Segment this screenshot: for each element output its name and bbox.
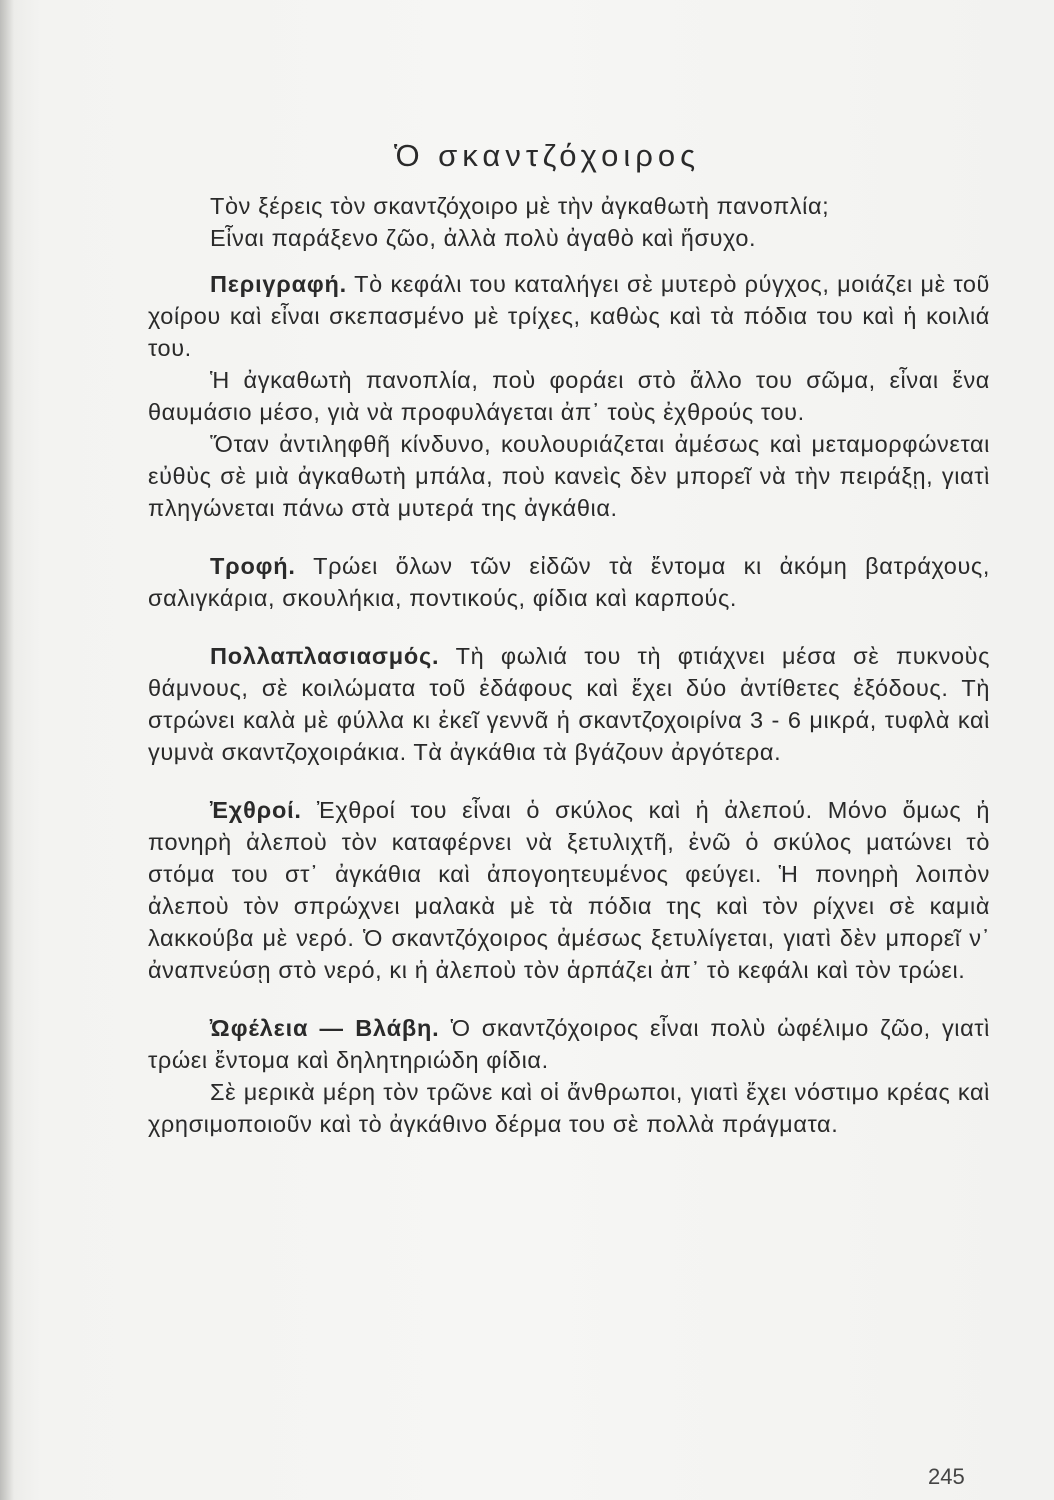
section-heading-reproduction: Πολλαπλασιασμός. [210,643,440,669]
section-heading-food: Τροφή. [210,553,296,579]
section-text-enemies: Ἐχθροί του εἶναι ὁ σκύλος καὶ ἡ ἀλεπού. Μόνο ὅμως ἡ πονηρὴ ἀλεποὺ τὸν καταφέρνει νὰ ξετυλιχτῆ, ἐνῶ ὁ σκύλος ματώνει τὸ στόμα του στ᾿ ἀγκάθια καὶ ἀπογοητευμένος φεύγει. Ἡ πονηρὴ λοιπὸν ἀλεποὺ τὸν σπρώχνει μαλακὰ μὲ τὰ πόδια της καὶ τὸν ρίχνει σὲ καμιὰ λακκούβα μὲ νερό. Ὁ σκαντζόχοιρος ἀμέσως ξετυλίγεται, γιατὶ δὲν μπορεῖ ν᾿ ἀναπνεύσῃ στὸ νερό, κι ἡ ἀλεποὺ τὸν ἁρπάζει ἀπ᾿ τὸ κεφάλι καὶ τὸν τρώει. [148,797,990,983]
section-heading-enemies: Ἐχθροί. [210,797,302,823]
section-text-description: Τὸ κεφάλι του καταλήγει σὲ μυτερὸ ρύγχος, μοιάζει μὲ τοῦ χοίρου καὶ εἶναι σκεπασμένο μὲ τρίχες, καθὼς καὶ τὰ πόδια του καὶ ἡ κοιλιά του. [148,271,990,361]
paragraph-food [148,550,990,614]
section-text-food: Τρώει ὅλων τῶν εἰδῶν τὰ ἔντομα κι ἀκόμη βατράχους, σαλιγκάρια, σκουλήκια, ποντικούς, φίδια καὶ καρπούς. [148,553,990,611]
paragraph-intro-2: Εἶναι παράξενο ζῶο, ἀλλὰ πολὺ ἀγαθὸ καὶ ἥσυχο. [210,225,757,251]
paragraph-intro: Τὸν ξέρεις τὸν σκαντζόχοιρο μὲ τὴν ἀγκαθωτὴ πανοπλία; [210,193,830,219]
paragraph-benefit [148,1012,990,1076]
section-text-benefit: Ὁ σκαντζόχοιρος εἶναι πολὺ ὠφέλιμο ζῶο, γιατὶ τρώει ἔντομα καὶ δηλητηριώδη φίδια. [148,1015,990,1073]
paragraph-enemies [148,794,990,986]
page-number: 245 [928,1464,965,1489]
paragraph-armor: Ἡ ἀγκαθωτὴ πανοπλία, ποὺ φοράει στὸ ἄλλο του σῶμα, εἶναι ἕνα θαυμάσιο μέσο, γιὰ νὰ προφυλάγεται ἀπ᾿ τοὺς ἐχθρούς του. [148,367,990,425]
paragraph-reproduction [148,640,990,768]
paragraph-danger: Ὅταν ἀντιληφθῆ κίνδυνο, κουλουριάζεται ἀμέσως καὶ μεταμορφώνεται εὐθὺς σὲ μιὰ ἀγκαθωτὴ μπάλα, ποὺ κανεὶς δὲν μπορεῖ νὰ τὴν πειράξῃ, γιατὶ πληγώνεται πάνω στὰ μυτερά της ἀγκάθια. [148,431,990,521]
paragraph-uses: Σὲ μερικὰ μέρη τὸν τρῶνε καὶ οἱ ἄνθρωποι, γιατὶ ἔχει νόστιμο κρέας καὶ χρησιμοποιοῦν καὶ τὸ ἀγκάθινο δέρμα του σὲ πολλὰ πράγματα. [148,1079,990,1137]
page-title: Ὁ σκαντζόχοιρος [393,138,701,173]
section-heading-description: Περιγραφή. [210,271,347,297]
page-edge-shadow [0,0,14,1500]
section-heading-benefit: Ὠφέλεια — Βλάβη. [210,1015,440,1041]
paragraph-description [148,268,990,364]
section-text-reproduction: Τὴ φωλιά του τὴ φτιάχνει μέσα σὲ πυκνοὺς θάμνους, σὲ κοιλώματα τοῦ ἐδάφους καὶ ἔχει δύο ἀντίθετες ἐξόδους. Τὴ στρώνει καλὰ μὲ φύλλα κι ἐκεῖ γεννᾶ ἡ σκαντζοχοιρίνα 3 - 6 μικρά, τυφλὰ καὶ γυμνὰ σκαντζοχοιράκια. Τὰ ἀγκάθια τὰ βγάζουν ἀργότερα. [148,643,990,765]
article-body [148,190,990,1140]
